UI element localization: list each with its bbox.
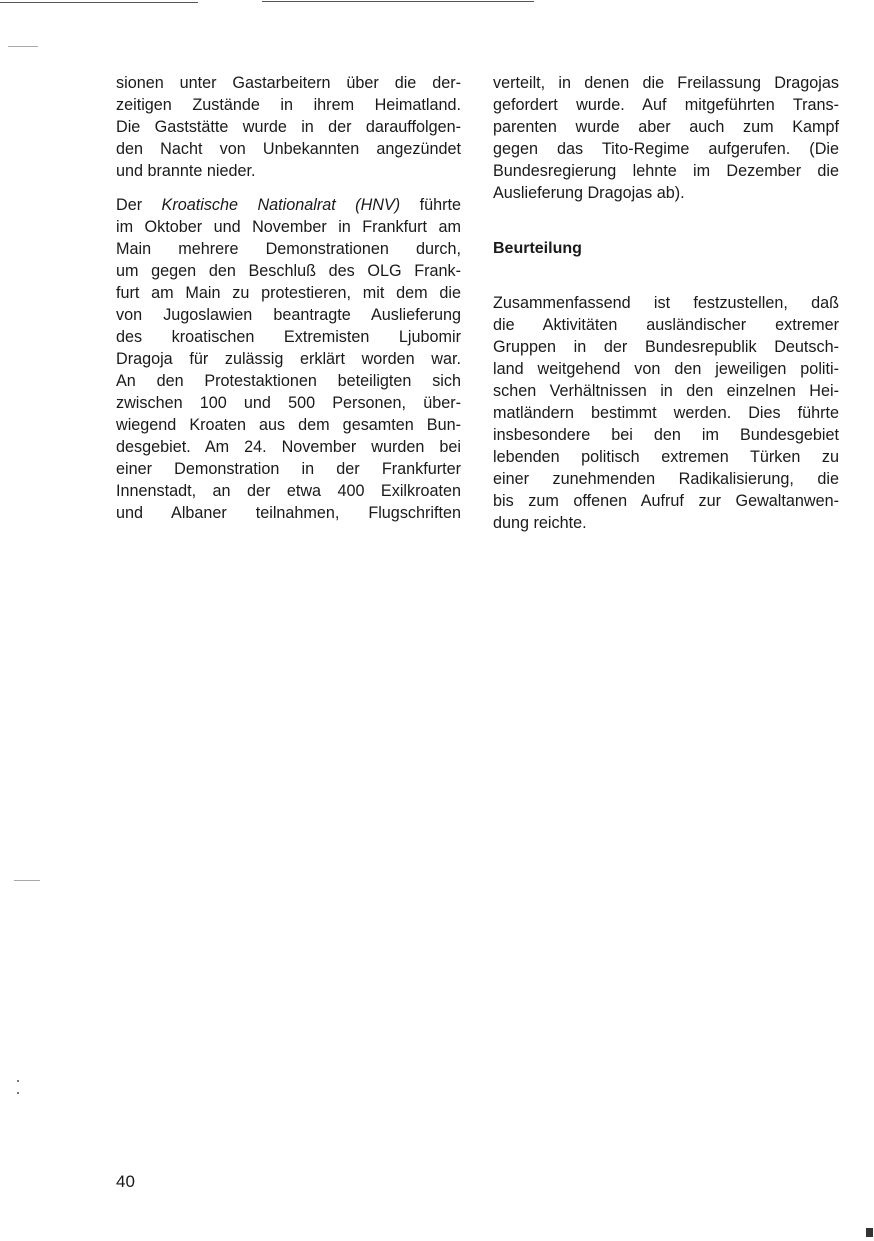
text-line: desgebiet. Am 24. November wurden bei — [116, 438, 461, 456]
scan-edge-line-right — [262, 1, 534, 2]
text-line: dung reichte. — [493, 514, 587, 532]
scan-speck — [17, 1092, 19, 1094]
text-line: den Nacht von Unbekannten angezündet — [116, 140, 461, 158]
text-line: land weitgehend von den jeweiligen politi- — [493, 360, 839, 378]
text-line: Innenstadt, an der etwa 400 Exilkroaten — [116, 482, 461, 500]
right-paragraph-1 — [493, 72, 839, 204]
text-line: bis zum offenen Aufruf zur Gewaltanwen- — [493, 492, 839, 510]
left-paragraph-2 — [116, 194, 461, 524]
text-line — [116, 194, 461, 216]
text-line: Gruppen in der Bundesrepublik Deutsch- — [493, 338, 839, 356]
text-fragment: Der — [116, 196, 162, 214]
text-line: einer zunehmenden Radikalisierung, die — [493, 470, 839, 488]
text-line: verteilt, in denen die Freilassung Dragojas — [493, 74, 839, 92]
text-line: Main mehrere Demonstrationen durch, — [116, 240, 461, 258]
text-line: gegen das Tito-Regime aufgerufen. (Die — [493, 140, 839, 158]
right-paragraph-2 — [493, 292, 839, 534]
text-line: Dragoja für zulässig erklärt worden war. — [116, 350, 461, 368]
text-line: und brannte nieder. — [116, 162, 256, 180]
left-paragraph-1 — [116, 72, 461, 182]
text-line: insbesondere bei den im Bundesgebiet — [493, 426, 839, 444]
scan-speck — [866, 1228, 873, 1237]
text-line: um gegen den Beschluß des OLG Frank- — [116, 262, 461, 280]
text-fragment: führte — [400, 196, 461, 214]
text-line: und Albaner teilnahmen, Flugschriften — [116, 504, 461, 522]
text-line: von Jugoslawien beantragte Auslieferung — [116, 306, 461, 324]
scan-speck — [8, 46, 38, 47]
organization-name: Kroatische Nationalrat (HNV) — [161, 196, 401, 214]
text-line: sionen unter Gastarbeitern über die der- — [116, 74, 461, 92]
left-column — [116, 72, 461, 524]
text-line: zwischen 100 und 500 Personen, über- — [116, 394, 461, 412]
text-line: gefordert wurde. Auf mitgeführten Trans- — [493, 96, 839, 114]
text-line: Auslieferung Dragojas ab). — [493, 184, 685, 202]
text-line: Bundesregierung lehnte im Dezember die — [493, 162, 839, 180]
text-line: furt am Main zu protestieren, mit dem die — [116, 284, 461, 302]
text-line: des kroatischen Extremisten Ljubomir — [116, 328, 461, 346]
scan-speck — [17, 1080, 19, 1082]
text-line: im Oktober und November in Frankfurt am — [116, 218, 461, 236]
scan-speck — [14, 880, 40, 881]
text-line: Die Gaststätte wurde in der darauffolgen- — [116, 118, 461, 136]
text-line: schen Verhältnissen in den einzelnen Hei- — [493, 382, 839, 400]
scan-edge-line-left — [0, 2, 198, 3]
text-line: zeitigen Zustände in ihrem Heimatland. — [116, 96, 461, 114]
text-line: wiegend Kroaten aus dem gesamten Bun- — [116, 416, 461, 434]
text-line: die Aktivitäten ausländischer extremer — [493, 316, 839, 334]
text-line: An den Protestaktionen beteiligten sich — [116, 372, 461, 390]
page-number: 40 — [116, 1172, 135, 1191]
section-heading: Beurteilung — [493, 240, 582, 257]
right-column — [493, 72, 839, 534]
text-line: einer Demonstration in der Frankfurter — [116, 460, 461, 478]
text-line: lebenden politisch extremen Türken zu — [493, 448, 839, 466]
text-line: Zusammenfassend ist festzustellen, daß — [493, 294, 839, 312]
text-line: parenten wurde aber auch zum Kampf — [493, 118, 839, 136]
text-line: matländern bestimmt werden. Dies führte — [493, 404, 839, 422]
